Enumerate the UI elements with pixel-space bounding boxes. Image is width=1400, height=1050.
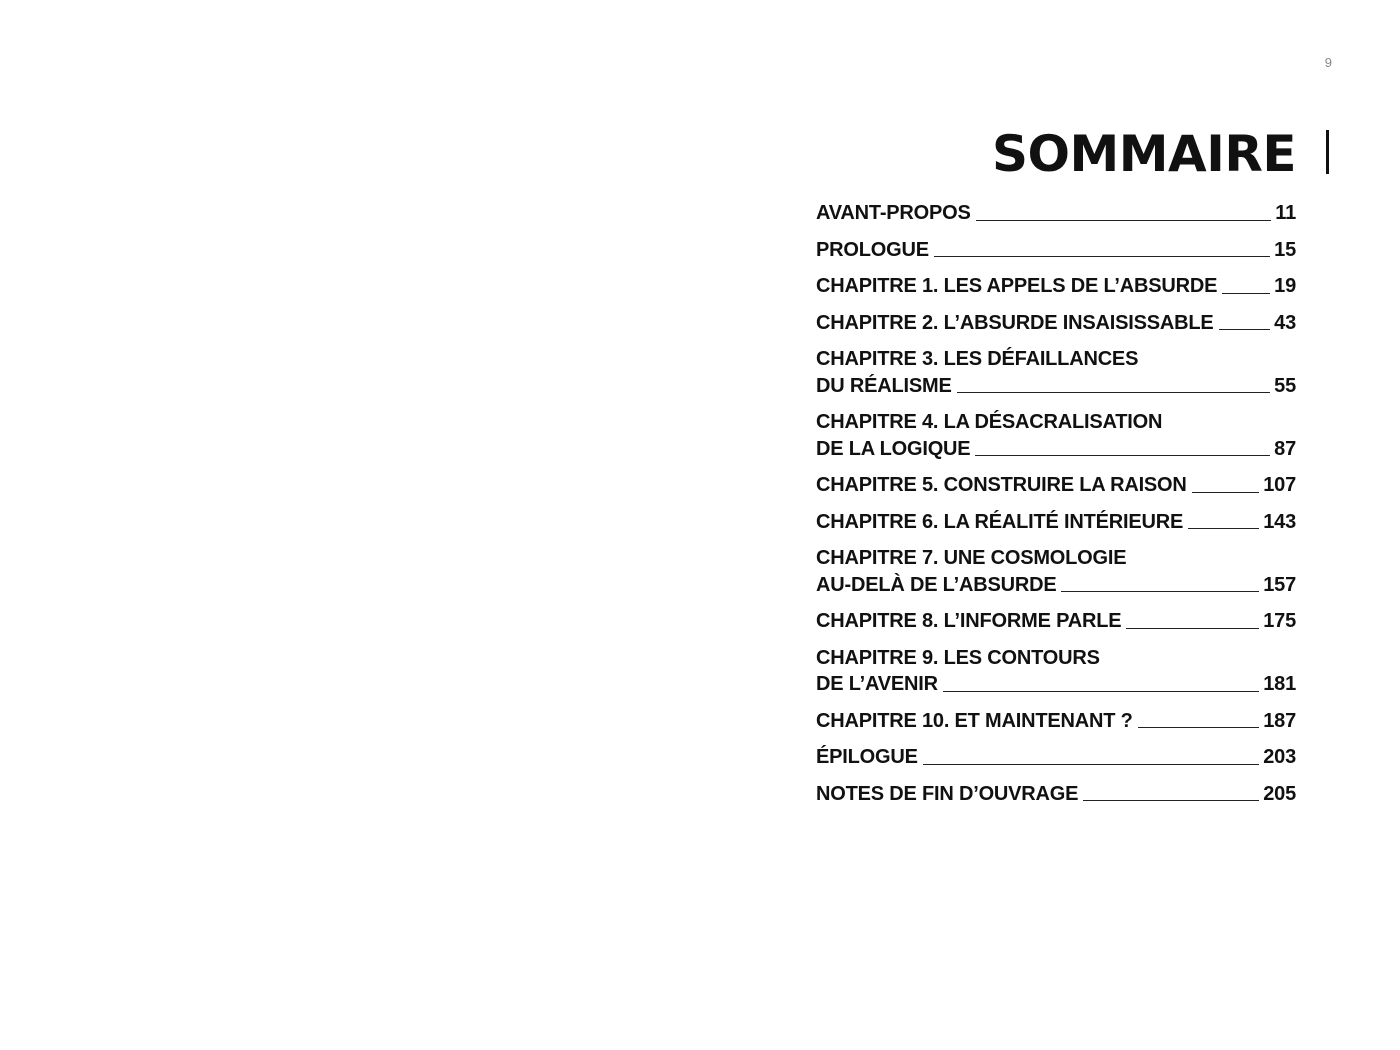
- toc-entry-page-number: 203: [1263, 746, 1296, 768]
- toc-leader-line: [1192, 492, 1260, 493]
- toc-entry-page-number: 205: [1263, 782, 1296, 805]
- toc-leader-line: [957, 392, 1271, 393]
- toc-entry-page-number: 157: [1263, 573, 1296, 596]
- toc-leader-line: [976, 220, 1272, 221]
- toc-entry-label: NOTES DE FIN D’OUVRAGE: [816, 782, 1079, 805]
- toc-entry-row: [816, 237, 1296, 264]
- toc-entry[interactable]: [816, 509, 1296, 536]
- toc-entry-label: CHAPITRE 8. L’INFORME PARLE: [816, 610, 1122, 632]
- toc-entry-page-number: 187: [1263, 709, 1296, 732]
- toc-entry-title-line: CHAPITRE 4. LA DÉSACRALISATION: [816, 411, 1163, 433]
- toc-entry[interactable]: [816, 237, 1296, 264]
- toc-entry-row: [816, 781, 1296, 808]
- toc-entry-label: CHAPITRE 10. ET MAINTENANT ?: [816, 709, 1133, 732]
- toc-entry[interactable]: [816, 781, 1296, 808]
- toc-entry-row: [816, 436, 1296, 463]
- toc-entry[interactable]: [816, 608, 1296, 635]
- toc-entry-row: [816, 572, 1296, 599]
- toc-leader-line: [934, 256, 1270, 257]
- toc-entry-label: DE LA LOGIQUE: [816, 437, 971, 460]
- toc-leader-line: [943, 691, 1259, 692]
- toc-leader-line: [1083, 800, 1259, 801]
- toc-entry[interactable]: [816, 273, 1296, 300]
- toc-entry-label: CHAPITRE 5. CONSTRUIRE LA RAISON: [816, 474, 1187, 496]
- toc-entry-row: [816, 373, 1296, 400]
- toc-leader-line: [1188, 528, 1259, 529]
- toc-entry-row: [816, 310, 1296, 337]
- toc-entry[interactable]: [816, 346, 1296, 399]
- toc-entry-page-number: 107: [1263, 474, 1296, 496]
- toc-entry-page-number: 43: [1274, 311, 1296, 334]
- toc-entry-label: CHAPITRE 1. LES APPELS DE L’ABSURDE: [816, 275, 1218, 297]
- toc-entry-row: [816, 200, 1296, 227]
- toc-leader-line: [975, 455, 1270, 456]
- toc-entry-title-line: CHAPITRE 9. LES CONTOURS: [816, 646, 1100, 669]
- page-number: 9: [1324, 55, 1332, 70]
- toc-entry[interactable]: [816, 645, 1296, 698]
- toc-entry[interactable]: [816, 744, 1296, 771]
- toc-entry-label: PROLOGUE: [816, 238, 929, 261]
- toc-entry[interactable]: [816, 200, 1296, 227]
- toc-entry-title-line: CHAPITRE 3. LES DÉFAILLANCES: [816, 348, 1139, 370]
- toc-entry-row: [816, 509, 1296, 536]
- toc-leader-line: [1061, 591, 1259, 592]
- toc-entry-page-number: 87: [1274, 437, 1296, 460]
- toc-entry-page-number: 15: [1274, 238, 1296, 261]
- toc-entry-page-number: 55: [1274, 374, 1296, 397]
- toc-entry-label: DU RÉALISME: [816, 374, 952, 397]
- toc-entry[interactable]: [816, 708, 1296, 735]
- toc-leader-line: [923, 764, 1259, 765]
- toc-entry-row: [816, 671, 1296, 698]
- toc-entry-row: [816, 708, 1296, 735]
- toc-entry[interactable]: [816, 409, 1296, 462]
- toc-leader-line: [1138, 727, 1260, 728]
- toc-entry[interactable]: [816, 545, 1296, 598]
- toc-entry-row: [816, 273, 1296, 300]
- toc-entry-label: ÉPILOGUE: [816, 746, 918, 768]
- toc-entry-title-line: CHAPITRE 7. UNE COSMOLOGIE: [816, 547, 1127, 569]
- toc-leader-line: [1222, 293, 1270, 294]
- toc-leader-line: [1126, 628, 1259, 629]
- table-of-contents: [816, 200, 1296, 817]
- toc-entry-label: CHAPITRE 2. L’ABSURDE INSAISISSABLE: [816, 311, 1214, 334]
- toc-entry-row: [816, 608, 1296, 635]
- title-rule: [1326, 130, 1329, 174]
- toc-entry-label: AU-DELÀ DE L’ABSURDE: [816, 573, 1057, 596]
- toc-entry-page-number: 175: [1263, 610, 1296, 632]
- toc-entry-label: CHAPITRE 6. LA RÉALITÉ INTÉRIEURE: [816, 510, 1184, 533]
- toc-leader-line: [1219, 329, 1271, 330]
- toc-entry-label: AVANT-PROPOS: [816, 202, 971, 224]
- toc-entry-row: [816, 472, 1296, 499]
- toc-entry-page-number: 143: [1263, 510, 1296, 533]
- toc-entry[interactable]: [816, 310, 1296, 337]
- toc-entry-row: [816, 744, 1296, 771]
- toc-entry-page-number: 181: [1263, 673, 1296, 695]
- toc-entry[interactable]: [816, 472, 1296, 499]
- toc-entry-page-number: 19: [1274, 275, 1296, 297]
- toc-entry-label: DE L’AVENIR: [816, 673, 938, 695]
- toc-entry-page-number: 11: [1275, 202, 1296, 224]
- page-title: SOMMAIRE: [992, 125, 1296, 183]
